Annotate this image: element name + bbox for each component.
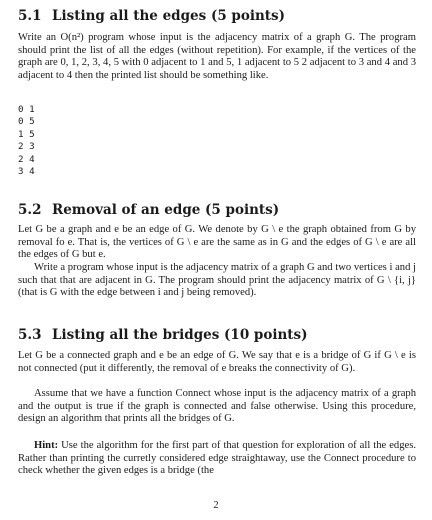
edge-line: 3 4 [18,166,35,178]
hint-text: Use the algorithm for the first part of that question for exploration of all the edges. Rather than printing the curretly considered edge straightaway, use the Connect procedure to check whether the given edges is a bridge (the [18,440,416,477]
section-5-3-paragraph-1: Let G be a connected graph and e be an edge of G. We say that e is a bridge of G if G \ e is not connected (put it differently, the removal of e breaks the connectivity of G). [18,350,416,374]
section-5-1-heading [18,8,285,24]
hint-label: Hint: [34,440,59,451]
edge-line: 2 4 [18,153,35,165]
section-number: 5.1 [18,8,42,24]
section-title: Removal of an edge (5 points) [52,202,280,218]
edge-line: 0 1 [18,104,35,115]
edge-line: 1 5 [18,128,35,140]
section-5-2-paragraph-2: Write a program whose input is the adjacency matrix of a graph G and two vertices i and j such that that are adjacent in G. The program should print the adjacency matrix of G \ {i, j} (that is G with the edge between i and j being removed). [18,262,416,299]
section-5-2-paragraph-1: Let G be a graph and e be an edge of G. We denote by G \ e the graph obtained from G by removal fo e. That is, the vertices of G \ e are the same as in G and the edges of G \ e are all the edges of G but e. [18,224,416,261]
section-number: 5.2 [18,202,42,218]
edge-line: 0 5 [18,116,35,128]
section-5-3-hint [18,440,416,478]
page-number: 2 [213,500,219,511]
section-5-2-heading [18,202,279,218]
section-number: 5.3 [18,327,42,343]
edge-list [18,104,35,178]
section-5-3-heading [18,327,308,343]
section-title: Listing all the edges (5 points) [52,8,286,24]
section-5-1-paragraph: Write an O(n²) program whose input is the adjacency matrix of a graph G. The program should print the list of all the edges (without repetition). For example, if the vertices of the graph are 0, 1, 2, 3, 4, 5 with 0 adjacent to 1 and 5, 1 adjacent to 5 2 adjacent to 3 and 4 and 3 adjacent to 4 then the printed list should be something like. [18,32,416,81]
section-title: Listing all the bridges (10 points) [52,327,308,343]
edge-line: 2 3 [18,141,35,153]
section-5-3-paragraph-2: Assume that we have a function Connect whose input is the adjacency matrix of a graph and the output is true if the graph is connected and false otherwise. Using this procedure, design an algorithm that prints all the bridges of G. [18,388,416,425]
